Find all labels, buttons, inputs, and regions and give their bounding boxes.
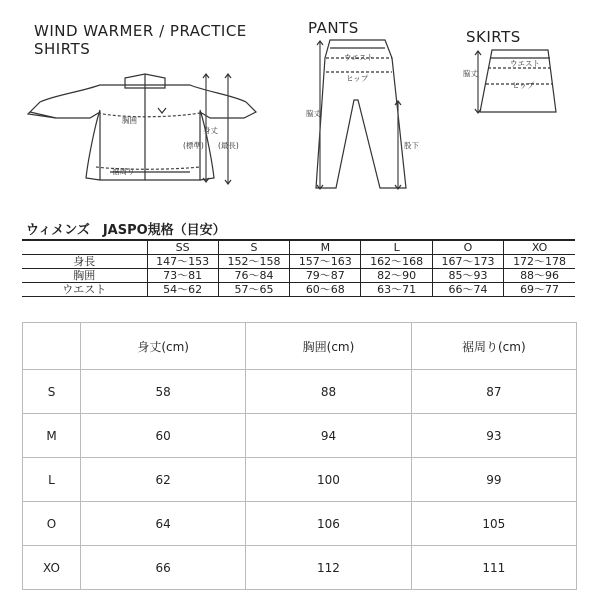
shirt-longest-label: (最長)	[218, 141, 239, 150]
jaspo-header-row	[22, 240, 575, 255]
table-row	[23, 546, 577, 590]
jaspo-cell: 69～77	[504, 283, 575, 297]
jaspo-cell: 63～71	[361, 283, 432, 297]
size-table-header-chest: 胸囲(cm)	[246, 323, 411, 370]
size-cell: 100	[246, 458, 411, 502]
skirt-length-label: 脇丈	[463, 69, 478, 78]
jaspo-cell: 57～65	[218, 283, 289, 297]
size-cell: 62	[81, 458, 246, 502]
size-table-corner	[23, 323, 81, 370]
jaspo-row-label: 身長	[22, 255, 147, 269]
jaspo-col-header: M	[290, 240, 361, 255]
jaspo-cell: 147～153	[147, 255, 218, 269]
table-row	[23, 502, 577, 546]
skirt-hip-label: ヒップ	[512, 81, 535, 90]
size-label: L	[23, 458, 81, 502]
table-row	[23, 458, 577, 502]
shirt-chest-label: 胸囲	[122, 116, 137, 125]
jaspo-col-header: L	[361, 240, 432, 255]
jaspo-cell: 88～96	[504, 269, 575, 283]
shirts-title-line1: WIND WARMER / PRACTICE	[34, 22, 247, 40]
size-cell: 105	[411, 502, 576, 546]
jaspo-row-label: ウエスト	[22, 283, 147, 297]
size-cell: 66	[81, 546, 246, 590]
jaspo-col-header: XO	[504, 240, 575, 255]
jaspo-cell: 167～173	[432, 255, 503, 269]
size-cell: 87	[411, 370, 576, 414]
pants-title: PANTS	[308, 19, 359, 37]
jaspo-cell: 82～90	[361, 269, 432, 283]
size-table-header-hem: 裾周り(cm)	[411, 323, 576, 370]
jaspo-corner	[22, 240, 147, 255]
size-label: M	[23, 414, 81, 458]
skirt-diagram	[0, 0, 600, 220]
jaspo-col-header: SS	[147, 240, 218, 255]
jaspo-cell: 157～163	[290, 255, 361, 269]
jaspo-row-chest	[22, 269, 575, 283]
size-label: XO	[23, 546, 81, 590]
pants-hip-label: ヒップ	[346, 74, 369, 83]
size-cell: 93	[411, 414, 576, 458]
shirt-hem-label: 裾周り	[112, 167, 135, 176]
pants-inseam-label: 股下	[404, 141, 419, 150]
size-label: S	[23, 370, 81, 414]
jaspo-table-title: ウィメンズ JASPO規格（目安）	[26, 223, 226, 238]
shirts-title-line2: SHIRTS	[34, 40, 91, 58]
jaspo-row-label: 胸囲	[22, 269, 147, 283]
size-table-header-body-length: 身丈(cm)	[81, 323, 246, 370]
shirt-standard-label: (標準)	[183, 141, 204, 150]
jaspo-col-header: S	[218, 240, 289, 255]
jaspo-cell: 54～62	[147, 283, 218, 297]
shirt-body-length-label: 身丈	[203, 126, 218, 135]
pants-outseam-label: 脇丈	[306, 109, 321, 118]
skirt-waist-label: ウエスト	[510, 59, 540, 68]
table-row	[23, 414, 577, 458]
size-cell: 60	[81, 414, 246, 458]
size-table-header-row	[23, 323, 577, 370]
jaspo-row-waist	[22, 283, 575, 297]
jaspo-row-height	[22, 255, 575, 269]
jaspo-col-header: O	[432, 240, 503, 255]
jaspo-cell: 162～168	[361, 255, 432, 269]
size-label: O	[23, 502, 81, 546]
jaspo-cell: 66～74	[432, 283, 503, 297]
table-row	[23, 370, 577, 414]
jaspo-cell: 76～84	[218, 269, 289, 283]
size-cell: 88	[246, 370, 411, 414]
jaspo-cell: 73～81	[147, 269, 218, 283]
jaspo-cell: 172～178	[504, 255, 575, 269]
jaspo-size-table	[22, 239, 575, 297]
size-cell: 99	[411, 458, 576, 502]
jaspo-cell: 152～158	[218, 255, 289, 269]
jaspo-cell: 85～93	[432, 269, 503, 283]
jaspo-cell: 60～68	[290, 283, 361, 297]
size-cell: 111	[411, 546, 576, 590]
jaspo-cell: 79～87	[290, 269, 361, 283]
size-cell: 112	[246, 546, 411, 590]
pants-waist-label: ウエスト	[344, 53, 374, 62]
size-cell: 58	[81, 370, 246, 414]
size-cell: 94	[246, 414, 411, 458]
skirts-title: SKIRTS	[466, 28, 521, 46]
product-size-table	[22, 322, 577, 590]
size-cell: 64	[81, 502, 246, 546]
size-cell: 106	[246, 502, 411, 546]
